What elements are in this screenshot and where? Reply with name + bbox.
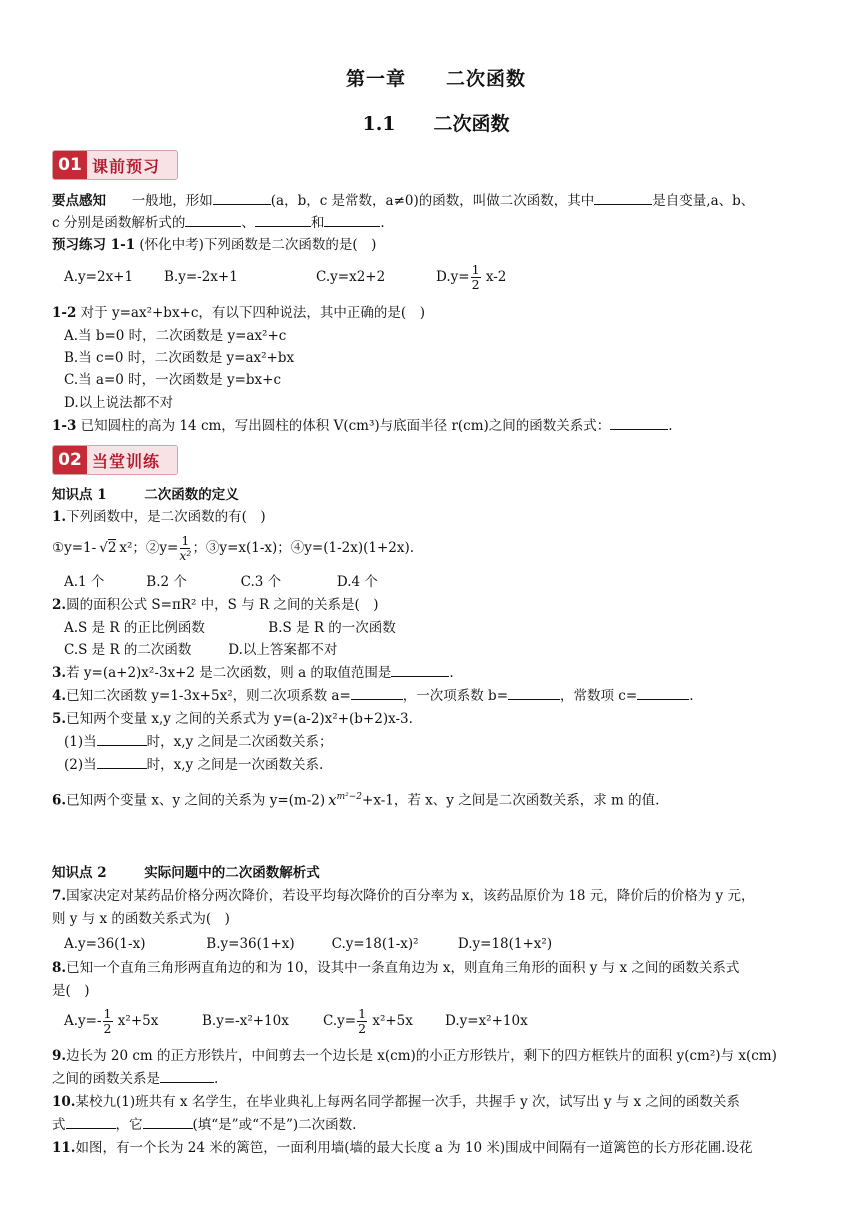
- question-text: ，常数项 c=: [560, 688, 638, 704]
- question-text: 时，x,y 之间是一次函数关系.: [146, 757, 324, 773]
- question-text: 时，x,y 之间是二次函数关系；: [146, 734, 333, 750]
- power-base: x: [328, 790, 337, 809]
- option-d[interactable]: D.y=x²+10x: [445, 1013, 528, 1029]
- banner-preview: [52, 150, 178, 180]
- question-end: .: [449, 665, 454, 681]
- question-label: 10.: [52, 1094, 76, 1110]
- question-text: (2)当: [64, 757, 97, 773]
- power-exponent: m²−2: [336, 792, 363, 802]
- answer-blank[interactable]: [324, 213, 380, 227]
- banner-number: 01: [53, 151, 87, 179]
- option-c[interactable]: C.3 个: [240, 574, 282, 590]
- question-text: 边长为 20 cm 的正方形铁片，中间剪去一个边长是 x(cm)的小正方形铁片，剩下的四方框铁片的面积 y(cm²)与 x(cm): [66, 1048, 777, 1064]
- question-end: .: [689, 688, 694, 704]
- sqrt-expression: [99, 538, 116, 558]
- section-title: 1.1 二次函数: [362, 113, 510, 135]
- question-3: [52, 663, 454, 683]
- question-label: 8.: [52, 960, 67, 976]
- option-c[interactable]: C.y=x2+2: [316, 269, 386, 285]
- key-text-2: (a，b，c 是常数，a≠0)的函数，叫做二次函数，其中: [270, 193, 595, 209]
- option-c-text: C.y=: [323, 1012, 357, 1029]
- question-10-cont: [52, 1115, 356, 1135]
- option-a[interactable]: A.y=36(1-x): [64, 936, 146, 952]
- question-5-part-2: [64, 755, 323, 775]
- question-text: 国家决定对某药品价格分两次降价，若设平均每次降价的百分率为 x，该药品原价为 18 元，降价后的价格为 y 元，: [66, 888, 755, 904]
- question-text: 已知二次函数 y=1-3x+5x²，则二次项系数 a=: [66, 688, 351, 704]
- knowledge-point-2: [52, 863, 320, 883]
- question-label: 1.: [52, 509, 67, 525]
- function-text: x²；②y=: [119, 540, 179, 556]
- question-text: (填“是”或“不是”)二次函数.: [192, 1117, 357, 1133]
- question-label: 4.: [52, 688, 67, 704]
- banner-label: 当堂训练: [87, 446, 177, 474]
- answer-blank[interactable]: [391, 663, 449, 677]
- option-d[interactable]: D.以上说法都不对: [64, 395, 174, 411]
- option-c-text: x²+5x: [372, 1012, 413, 1029]
- question-text: 式: [52, 1117, 66, 1133]
- question-label: 预习练习 1-1: [52, 237, 136, 253]
- answer-blank[interactable]: [610, 416, 668, 430]
- option-d[interactable]: D.y=18(1+x²): [457, 936, 553, 952]
- question-7-options: [64, 934, 552, 954]
- question-5: [52, 709, 413, 729]
- answer-blank[interactable]: [508, 686, 560, 700]
- option-b[interactable]: B.y=-2x+1: [164, 269, 238, 285]
- option-a[interactable]: A.当 b=0 时，二次函数是 y=ax²+c: [64, 328, 287, 344]
- question-1-1-options: [64, 262, 506, 292]
- function-text: ；③y=x(1-x)；④y=(1-2x)(1+2x).: [192, 540, 415, 556]
- question-label: 7.: [52, 888, 67, 904]
- question-1-1: [52, 235, 376, 255]
- fraction: [357, 1007, 367, 1036]
- question-1-functions: [52, 530, 414, 566]
- option-b[interactable]: B.y=36(1+x): [206, 936, 295, 952]
- fraction-denominator: 2: [103, 1020, 112, 1036]
- answer-blank[interactable]: [160, 1069, 214, 1083]
- fraction-numerator: 1: [181, 532, 190, 548]
- option-b[interactable]: B.2 个: [146, 574, 187, 590]
- question-2-options-row1: [64, 618, 396, 638]
- answer-blank[interactable]: [594, 191, 652, 205]
- question-label: 5.: [52, 711, 67, 727]
- fraction-numerator: 1: [358, 1005, 367, 1021]
- question-text: 之间的函数关系是: [52, 1071, 160, 1087]
- fraction: [471, 263, 481, 292]
- key-text-4: c 分别是函数解析式的: [52, 215, 186, 231]
- question-text: ，它: [115, 1117, 143, 1133]
- key-text-6: 和: [310, 215, 325, 231]
- question-4: [52, 686, 693, 706]
- question-text: ，一次项系数 b=: [402, 688, 509, 704]
- option-a[interactable]: A.1 个: [64, 574, 105, 590]
- key-points-line2: [52, 213, 385, 233]
- question-text: 已知一个直角三角形两直角边的和为 10，设其中一条直角边为 x，则直角三角形的面积 y 与 x 之间的函数关系式: [66, 960, 740, 976]
- answer-blank[interactable]: [351, 686, 403, 700]
- question-label: 2.: [52, 597, 67, 613]
- question-1-options: [64, 572, 378, 592]
- answer-blank[interactable]: [185, 213, 241, 227]
- banner-number: 02: [53, 446, 87, 474]
- question-text: (1)当: [64, 734, 97, 750]
- sqrt-radicand: 2: [107, 540, 117, 556]
- answer-blank[interactable]: [637, 686, 689, 700]
- question-6: [52, 787, 659, 811]
- question-end: .: [668, 418, 673, 434]
- option-b[interactable]: B.当 c=0 时，二次函数是 y=ax²+bx: [64, 350, 295, 366]
- answer-blank[interactable]: [97, 732, 147, 746]
- fraction-numerator: 1: [471, 261, 480, 277]
- question-7: [52, 886, 754, 906]
- question-label: 1-3: [52, 418, 77, 434]
- question-label: 6.: [52, 792, 67, 809]
- sqrt-icon: √: [99, 540, 108, 556]
- question-1-3: [52, 416, 673, 436]
- option-d-text: D.y=: [436, 268, 470, 285]
- question-text: 对于 y=ax²+bx+c，有以下四种说法，其中正确的是( ): [76, 305, 425, 321]
- question-text: 已知圆柱的高为 14 cm，写出圆柱的体积 V(cm³)与底面半径 r(cm)之间的函数关系式：: [76, 418, 611, 434]
- option-b[interactable]: B.y=-x²+10x: [202, 1013, 289, 1029]
- question-label: 11.: [52, 1140, 76, 1156]
- question-text: +x-1，若 x、y 之间是二次函数关系，求 m 的值.: [362, 792, 660, 809]
- answer-blank[interactable]: [97, 755, 147, 769]
- question-text: (怀化中考)下列函数是二次函数的是( ): [135, 237, 377, 253]
- answer-blank[interactable]: [213, 191, 271, 205]
- key-text-7: .: [380, 215, 385, 231]
- option-a-text: x²+5x: [117, 1012, 159, 1029]
- key-text-5: 、: [241, 215, 255, 231]
- question-8-cont: 是( ): [52, 983, 90, 999]
- option-c[interactable]: C.S 是 R 的二次函数: [64, 642, 192, 658]
- answer-blank[interactable]: [255, 213, 311, 227]
- key-points-line1: [52, 191, 754, 211]
- key-points-label: 要点感知: [52, 193, 106, 209]
- key-text-1: 一般地，形如: [131, 193, 213, 209]
- answer-blank[interactable]: [143, 1115, 193, 1129]
- fraction: [103, 1007, 113, 1036]
- question-label: 1-2: [52, 305, 77, 321]
- knowledge-point-title: 二次函数的定义: [144, 487, 239, 503]
- question-text: 圆的面积公式 S=πR² 中，S 与 R 之间的关系是( ): [66, 597, 379, 613]
- key-text-3: 是自变量,a、b、: [652, 193, 755, 209]
- option-a[interactable]: A.S 是 R 的正比例函数: [64, 620, 205, 636]
- knowledge-point-1: [52, 485, 239, 505]
- option-a-text: A.y=-: [64, 1012, 102, 1029]
- option-d-text: x-2: [485, 268, 507, 285]
- fraction-denominator: 2: [471, 276, 480, 292]
- knowledge-point-label: 知识点 2: [52, 865, 107, 881]
- option-a[interactable]: A.y=2x+1: [64, 269, 134, 285]
- option-d[interactable]: D.以上答案都不对: [228, 642, 338, 658]
- option-b[interactable]: B.S 是 R 的一次函数: [268, 620, 396, 636]
- option-c[interactable]: [323, 1007, 445, 1036]
- question-label: 9.: [52, 1048, 67, 1064]
- fraction: [179, 534, 191, 563]
- question-9-cont: [52, 1069, 218, 1089]
- question-8: [52, 958, 739, 978]
- option-d[interactable]: [436, 263, 506, 292]
- knowledge-point-label: 知识点 1: [52, 487, 107, 503]
- question-5-part-1: [64, 732, 332, 752]
- question-7-cont: 则 y 与 x 的函数关系式为( ): [52, 911, 230, 927]
- question-text: 若 y=(a+2)x²-3x+2 是二次函数，则 a 的取值范围是: [66, 665, 392, 681]
- question-9: [52, 1046, 777, 1066]
- chapter-title: 第一章 二次函数: [345, 68, 526, 90]
- option-d[interactable]: D.4 个: [336, 574, 378, 590]
- function-text: ①y=1-: [52, 540, 97, 556]
- option-c[interactable]: C.y=18(1-x)²: [331, 936, 419, 952]
- question-2-options-row2: [64, 640, 337, 660]
- banner-practice: [52, 445, 178, 475]
- question-text: 已知两个变量 x、y 之间的关系为 y=(m-2): [66, 792, 326, 809]
- fraction-numerator: 1: [103, 1005, 112, 1021]
- question-2: [52, 595, 379, 615]
- answer-blank[interactable]: [66, 1115, 116, 1129]
- question-text: 下列函数中，是二次函数的有( ): [66, 509, 266, 525]
- fraction-denominator: x²: [179, 547, 192, 563]
- knowledge-point-title: 实际问题中的二次函数解析式: [144, 865, 320, 881]
- question-label: 3.: [52, 665, 67, 681]
- question-8-options: [64, 1005, 528, 1037]
- question-end: .: [214, 1071, 219, 1087]
- question-1: [52, 507, 266, 527]
- fraction-denominator: 2: [358, 1020, 367, 1036]
- question-text: 如图，有一个长为 24 米的篱笆，一面利用墙(墙的最大长度 a 为 10 米)围成中间隔有一道篱笆的长方形花圃.设花: [75, 1140, 753, 1156]
- question-1-2: [52, 303, 425, 323]
- question-11: [52, 1138, 752, 1158]
- option-c[interactable]: C.当 a=0 时，一次函数是 y=bx+c: [64, 372, 282, 388]
- option-a[interactable]: [64, 1007, 202, 1036]
- question-text: 已知两个变量 x,y 之间的关系式为 y=(a-2)x²+(b+2)x-3.: [66, 711, 413, 727]
- question-10: [52, 1092, 740, 1112]
- question-text: 某校九(1)班共有 x 名学生，在毕业典礼上每两名同学都握一次手，共握手 y 次，试写出 y 与 x 之间的函数关系: [75, 1094, 740, 1110]
- banner-label: 课前预习: [87, 151, 177, 179]
